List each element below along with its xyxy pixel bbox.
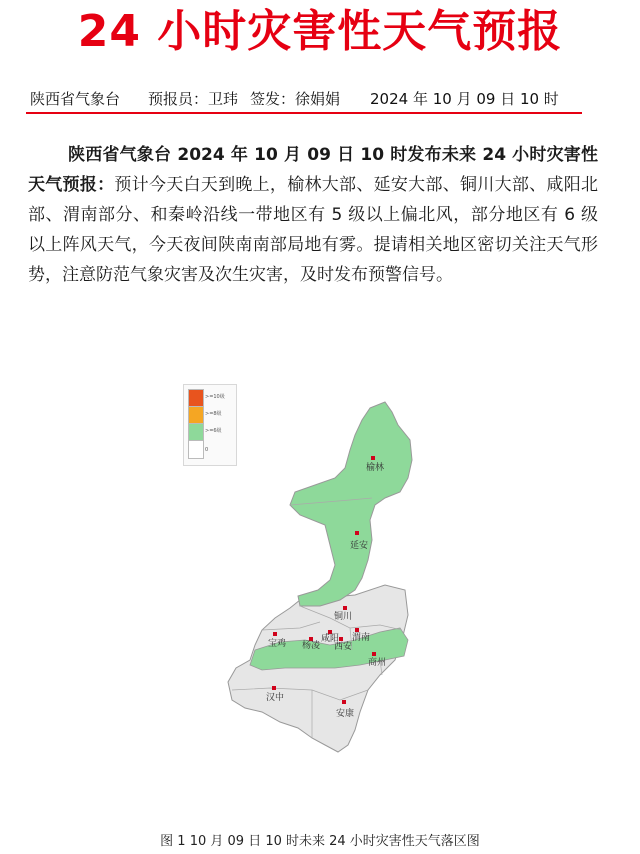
city-label-weinan: 渭南	[352, 633, 371, 643]
city-dot-yanan	[355, 531, 359, 535]
map-caption: 图 1 10 月 09 日 10 时未来 24 小时灾害性天气落区图	[160, 834, 480, 849]
city-label-hanzhong: 汉中	[266, 693, 285, 703]
issue-datetime: 2024 年 10 月 09 日 10 时	[370, 90, 559, 108]
city-dot-tongchuan	[343, 606, 347, 610]
header-meta	[30, 88, 610, 109]
city-dot-baoji	[273, 632, 277, 636]
forecast-paragraph	[28, 140, 598, 290]
city-label-shangzhou: 商州	[368, 658, 387, 668]
forecaster-name: 卫玮	[208, 90, 239, 108]
legend-label-10: >=10级	[205, 394, 225, 400]
legend-label-6: >=6级	[205, 428, 222, 434]
city-dot-hanzhong	[272, 686, 276, 690]
city-label-xian: 西安	[334, 642, 353, 652]
city-label-ankang: 安康	[336, 709, 355, 719]
city-dot-ankang	[342, 700, 346, 704]
legend-label-0: 0	[205, 447, 209, 453]
city-dot-shangzhou	[372, 652, 376, 656]
forecast-text: 预计今天白天到晚上，榆林大部、延安大部、铜川大部、咸阳北部、渭南部分、和秦岭沿线一带地区有 5 级以上偏北风，部分地区有 6 级以上阵风天气，今天夜间陕南南部局地有雾。提请相关地区密切关注天气形势，注意防范气象灾害及次生灾害，及时发布预警信号。	[28, 175, 598, 285]
forecast-lead: 陕西省气象台 2024 年 10 月 09 日 10 时发布未来 24 小时灾害性天气预报：	[28, 145, 598, 195]
city-dot-weinan	[355, 628, 359, 632]
city-label-baoji: 宝鸡	[268, 639, 287, 649]
city-label-yangling: 杨凌	[302, 641, 321, 651]
city-dot-yulin	[371, 456, 375, 460]
legend-label-8: >=8级	[205, 411, 222, 417]
city-label-yulin: 榆林	[366, 463, 385, 473]
city-label-xianyang: 咸阳	[321, 634, 340, 644]
header-divider	[26, 112, 582, 114]
signer: 签发：徐娟娟	[250, 90, 341, 108]
page-title: 24 小时灾害性天气预报	[77, 6, 563, 57]
forecaster-label: 预报员：	[148, 90, 209, 108]
shaanxi-forecast-map	[176, 380, 596, 780]
city-dot-xian	[339, 637, 343, 641]
city-label-tongchuan: 铜川	[334, 612, 353, 622]
issuing-org: 陕西省气象台	[30, 90, 121, 108]
city-label-yanan: 延安	[350, 541, 369, 551]
map-region-north-wind	[290, 402, 412, 606]
